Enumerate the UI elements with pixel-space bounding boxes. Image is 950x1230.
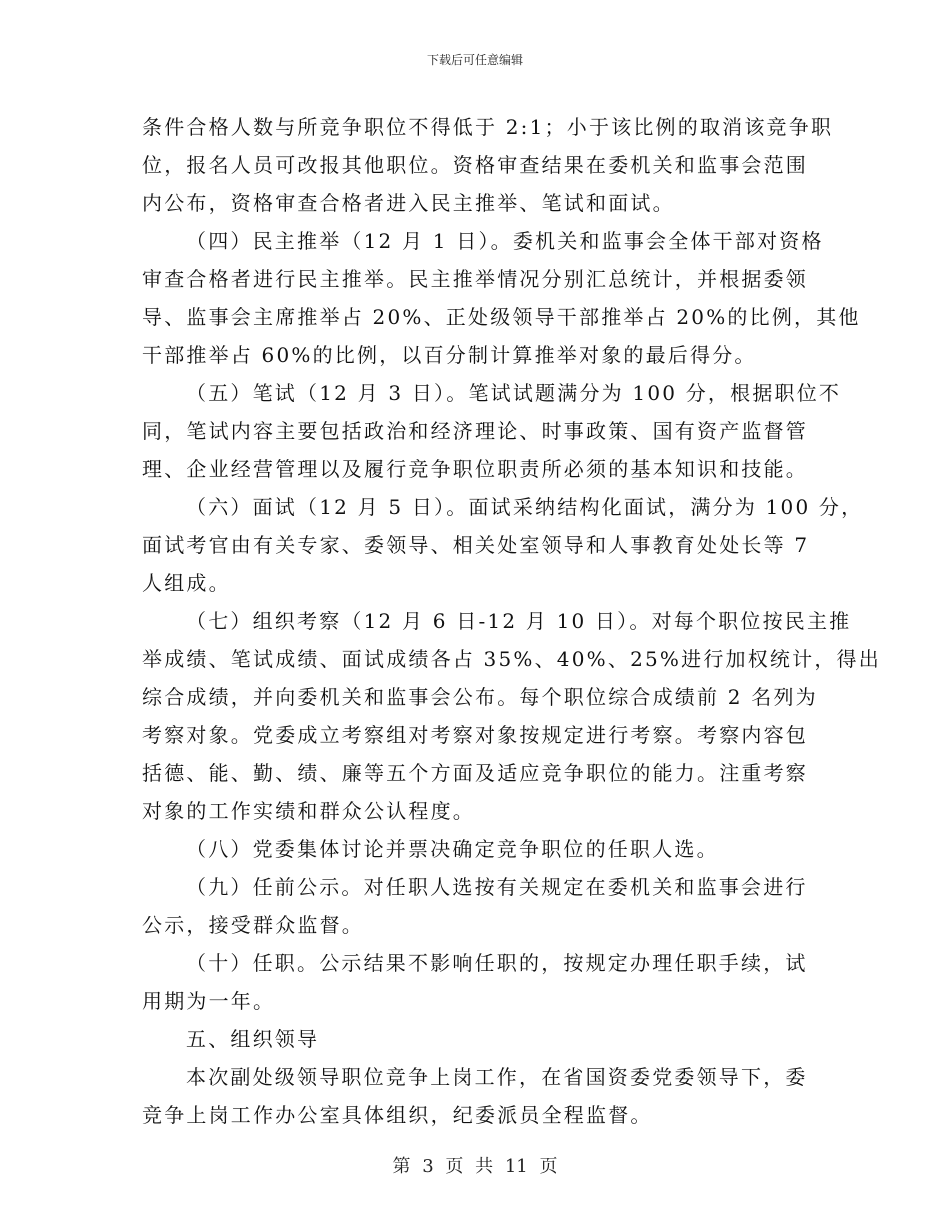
- body-line: 对象的工作实绩和群众公认程度。: [142, 799, 475, 823]
- body-line: （九）任前公示。对任职人选按有关规定在委机关和监事会进行: [186, 875, 808, 899]
- body-line: 审查合格者进行民主推举。民主推举情况分别汇总统计，并根据委领: [142, 267, 808, 291]
- body-line: 用期为一年。: [142, 989, 276, 1013]
- body-line: 导、监事会主席推举占 20%、正处级领导干部推举占 20%的比例，其他: [142, 305, 861, 329]
- body-line: 面试考官由有关专家、委领导、相关处室领导和人事教育处处长等 7: [142, 533, 810, 557]
- body-line: 举成绩、笔试成绩、面试成绩各占 35%、40%、25%进行加权统计，得出: [142, 647, 881, 671]
- body-line: （八）党委集体讨论并票决确定竞争职位的任职人选。: [186, 837, 719, 861]
- body-line: 内公布，资格审查合格者进入民主推举、笔试和面试。: [142, 191, 675, 215]
- body-line: 括德、能、勤、绩、廉等五个方面及适应竞争职位的能力。注重考察: [142, 761, 808, 785]
- body-line: （四）民主推举（12 月 1 日）。委机关和监事会全体干部对资格: [186, 229, 824, 253]
- body-line: 考察对象。党委成立考察组对考察对象按规定进行考察。考察内容包: [142, 723, 808, 747]
- body-line: 人组成。: [142, 571, 231, 595]
- body-line: 理、企业经营管理以及履行竞争职位职责所必须的基本知识和技能。: [142, 457, 808, 481]
- document-body: [142, 108, 881, 1134]
- body-line: （六）面试（12 月 5 日）。面试采纳结构化面试，满分为 100 分，: [186, 495, 864, 519]
- page-header: 下载后可任意编辑: [426, 53, 523, 67]
- page-number: 第 3 页 共 11 页: [392, 1156, 558, 1177]
- body-line: 公示，接受群众监督。: [142, 913, 364, 937]
- body-line: 同，笔试内容主要包括政治和经济理论、时事政策、国有资产监督管: [142, 419, 808, 443]
- section-heading: 五、组织领导: [186, 1027, 320, 1051]
- body-line: 竞争上岗工作办公室具体组织，纪委派员全程监督。: [142, 1103, 653, 1127]
- body-line: 综合成绩，并向委机关和监事会公布。每个职位综合成绩前 2 名列为: [142, 685, 818, 709]
- body-line: （七）组织考察（12 月 6 日-12 月 10 日）。对每个职位按民主推: [186, 609, 852, 633]
- body-line: （十）任职。公示结果不影响任职的，按规定办理任职手续，试: [186, 951, 808, 975]
- body-line: 位，报名人员可改报其他职位。资格审查结果在委机关和监事会范围: [142, 153, 808, 177]
- body-line: 干部推举占 60%的比例，以百分制计算推举对象的最后得分。: [142, 343, 757, 367]
- body-line: （五）笔试（12 月 3 日）。笔试试题满分为 100 分，根据职位不: [186, 381, 842, 405]
- body-line: 条件合格人数与所竞争职位不得低于 2:1；小于该比例的取消该竞争职: [142, 115, 834, 139]
- body-line: 本次副处级领导职位竞争上岗工作，在省国资委党委领导下，委: [186, 1065, 808, 1089]
